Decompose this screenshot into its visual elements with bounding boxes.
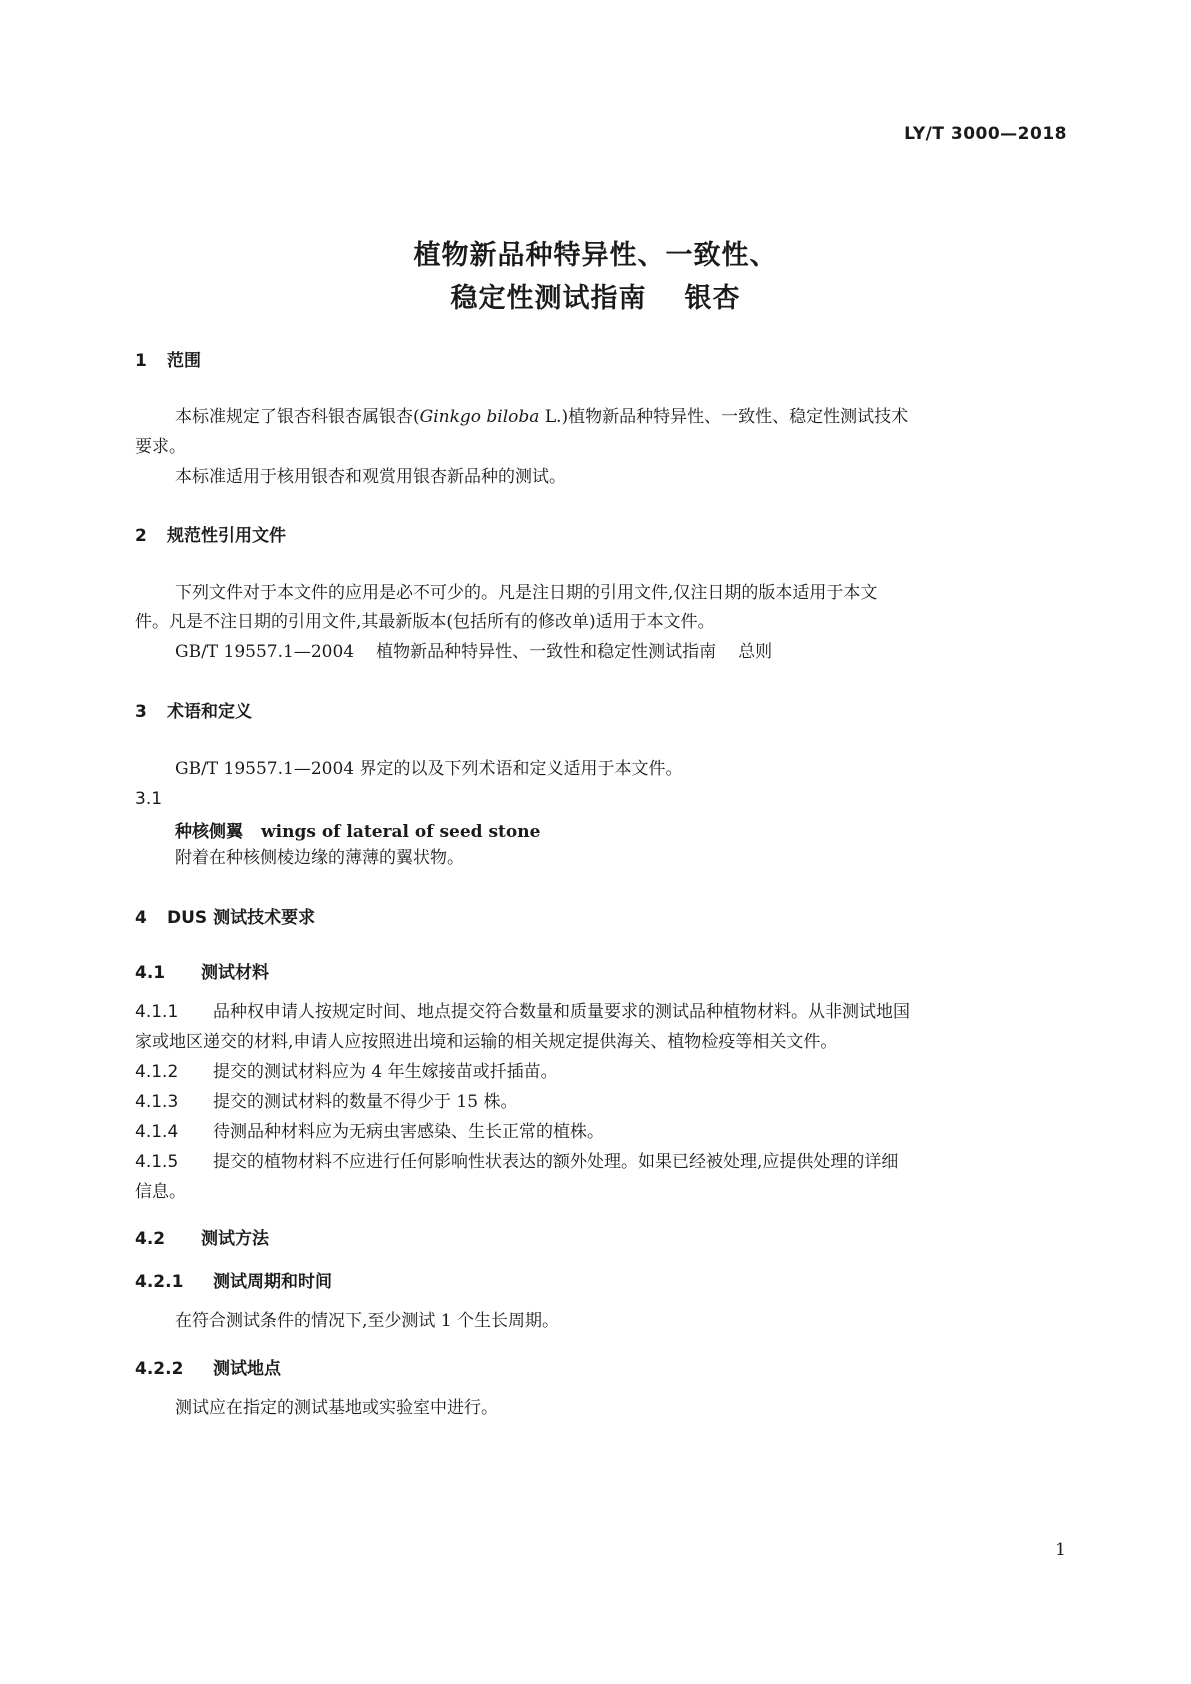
section-4-2-1-heading <box>135 1267 332 1292</box>
clause-number: 4.1.4 <box>135 1122 179 1142</box>
term-number: 3.1 <box>135 789 163 809</box>
terms-intro-paragraph: GB/T 19557.1—2004 界定的以及下列术语和定义适用于本文件。 <box>175 759 683 779</box>
term-entry <box>175 817 540 842</box>
section-number: 2 <box>135 526 147 546</box>
title-main: 稳定性测试指南 <box>450 283 647 314</box>
title-subject: 银杏 <box>684 283 741 314</box>
species-name: Ginkgo biloba <box>419 407 540 427</box>
term-definition: 附着在种核侧棱边缘的薄薄的翼状物。 <box>175 848 464 868</box>
clause-4-1-5 <box>135 1147 1057 1177</box>
clause-number: 4.1.5 <box>135 1152 179 1172</box>
section-title: 测试地点 <box>213 1359 281 1379</box>
clause-number: 4.1.2 <box>135 1062 179 1082</box>
clause-4-1-4 <box>135 1117 1057 1147</box>
section-number: 4.2.2 <box>135 1359 184 1379</box>
section-4-heading <box>135 903 315 928</box>
section-title: 术语和定义 <box>167 702 252 722</box>
section-title: DUS 测试技术要求 <box>167 908 316 928</box>
section-number: 4.2 <box>135 1229 166 1249</box>
clause-4-1-5-cont: 信息。 <box>135 1182 186 1202</box>
section-title: 测试方法 <box>201 1229 269 1249</box>
section-4-2-2-heading <box>135 1354 281 1379</box>
section-number: 3 <box>135 702 147 722</box>
section-title: 测试周期和时间 <box>213 1272 332 1292</box>
section-number: 4.2.1 <box>135 1272 184 1292</box>
section-4-2-heading <box>135 1224 269 1249</box>
test-location-paragraph: 测试应在指定的测试基地或实验室中进行。 <box>175 1398 498 1418</box>
clause-text: 品种权申请人按规定时间、地点提交符合数量和质量要求的测试品种植物材料。从非测试地国 <box>213 1002 910 1022</box>
document-title-line-1: 植物新品种特异性、一致性、 <box>413 240 778 271</box>
section-title: 规范性引用文件 <box>167 526 286 546</box>
section-number: 1 <box>135 351 147 371</box>
text-run: 本标准规定了银杏科银杏属银杏( <box>175 407 420 427</box>
scope-paragraph-1-cont: 要求。 <box>135 437 186 457</box>
reference-suffix: 总则 <box>738 642 773 662</box>
standard-code: LY/T 3000—2018 <box>904 124 1067 144</box>
clause-4-1-3 <box>135 1087 1057 1117</box>
clause-4-1-1-cont: 家或地区递交的材料,申请人应按照进出境和运输的相关规定提供海关、植物检疫等相关文件。 <box>135 1032 838 1052</box>
section-number: 4 <box>135 908 147 928</box>
document-title-line-2 <box>0 276 1191 315</box>
text-run: L.)植物新品种特异性、一致性、稳定性测试技术 <box>539 407 909 427</box>
scope-paragraph-2: 本标准适用于核用银杏和观赏用银杏新品种的测试。 <box>175 467 566 487</box>
clause-text: 提交的植物材料不应进行任何影响性状表达的额外处理。如果已经被处理,应提供处理的详细 <box>213 1152 899 1172</box>
normative-reference-entry <box>135 637 1097 667</box>
clause-text: 提交的测试材料的数量不得少于 15 株。 <box>213 1092 518 1112</box>
page-number: 1 <box>1055 1540 1066 1560</box>
normative-ref-paragraph-cont: 件。凡是不注日期的引用文件,其最新版本(包括所有的修改单)适用于本文件。 <box>135 612 715 632</box>
term-zh: 种核侧翼 <box>175 822 243 842</box>
normative-ref-paragraph: 下列文件对于本文件的应用是必不可少的。凡是注日期的引用文件,仅注日期的版本适用于本文 <box>175 583 878 603</box>
section-number: 4.1 <box>135 963 166 983</box>
section-1-heading <box>135 346 201 371</box>
section-title: 范围 <box>167 351 201 371</box>
scope-paragraph-1 <box>135 402 1097 432</box>
term-en: wings of lateral of seed stone <box>261 822 541 842</box>
clause-4-1-2 <box>135 1057 1057 1087</box>
section-3-heading <box>135 697 252 722</box>
section-title: 测试材料 <box>201 963 269 983</box>
section-4-1-heading <box>135 958 269 983</box>
clause-text: 待测品种材料应为无病虫害感染、生长正常的植株。 <box>213 1122 604 1142</box>
reference-title: 植物新品种特异性、一致性和稳定性测试指南 <box>376 642 717 662</box>
clause-4-1-1 <box>135 997 1057 1027</box>
section-2-heading <box>135 521 286 546</box>
reference-code: GB/T 19557.1—2004 <box>175 642 355 662</box>
clause-number: 4.1.3 <box>135 1092 179 1112</box>
test-period-paragraph: 在符合测试条件的情况下,至少测试 1 个生长周期。 <box>175 1311 560 1331</box>
clause-text: 提交的测试材料应为 4 年生嫁接苗或扦插苗。 <box>213 1062 558 1082</box>
clause-number: 4.1.1 <box>135 1002 179 1022</box>
